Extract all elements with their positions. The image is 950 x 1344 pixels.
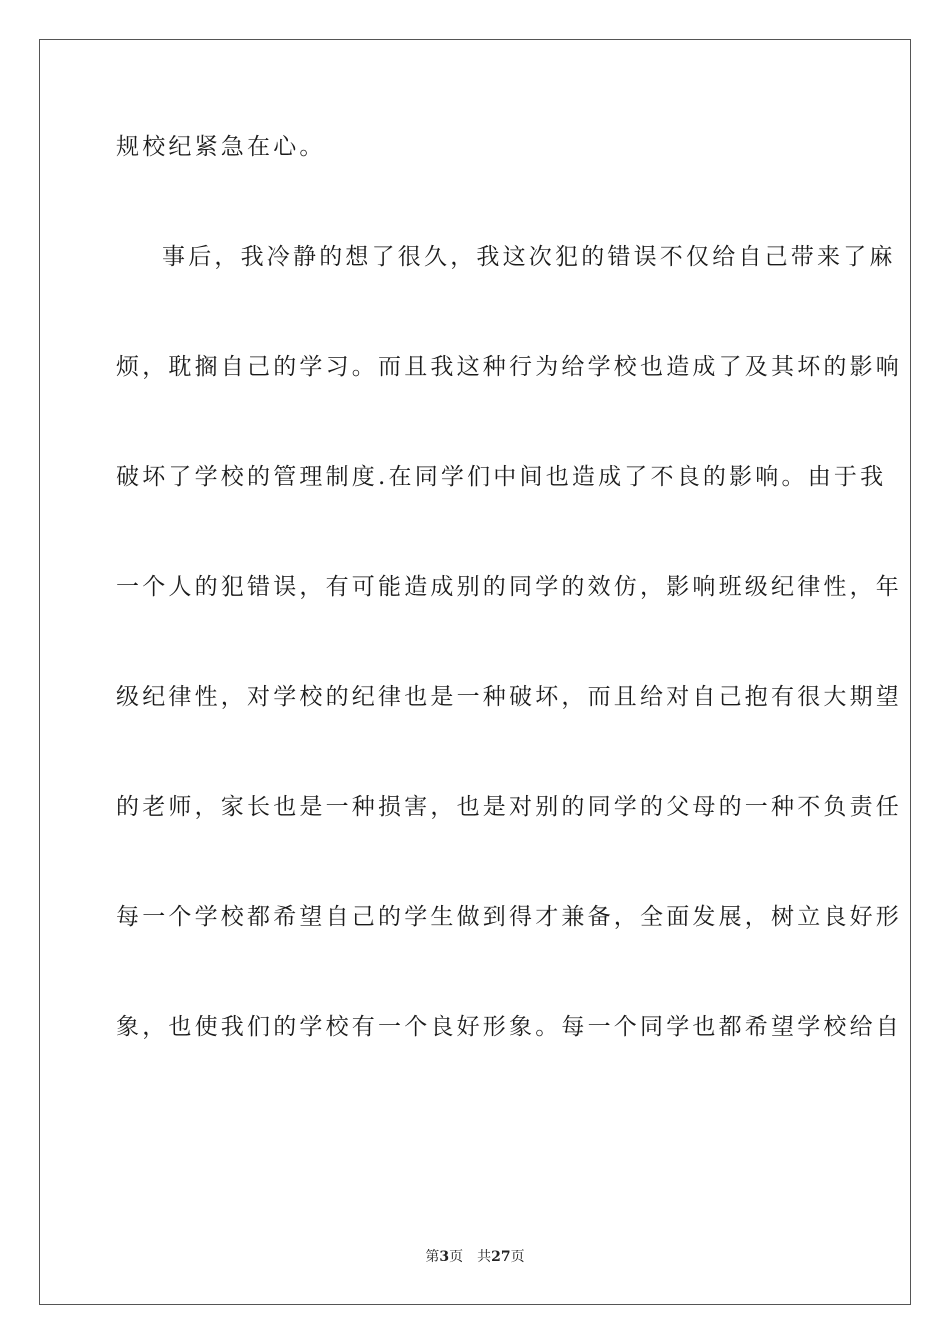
text-line-8: 每一个学校都希望自己的学生做到得才兼备，全面发展，树立良好形 <box>116 904 902 930</box>
page-footer <box>0 1246 950 1266</box>
text-line-4: 破坏了学校的管理制度.在同学们中间也造成了不良的影响。由于我 <box>116 464 887 490</box>
document-body <box>116 126 902 1048</box>
total-pages: 27 <box>491 1249 511 1265</box>
total-suffix: 页 <box>510 1249 525 1265</box>
text-line-5: 一个人的犯错误，有可能造成别的同学的效仿，影响班级纪律性，年 <box>116 574 902 600</box>
page-number: 3 <box>439 1249 450 1265</box>
text-line-9: 象，也使我们的学校有一个良好形象。每一个同学也都希望学校给自 <box>116 1014 902 1040</box>
page-suffix: 页 <box>449 1249 464 1265</box>
text-line-3: 烦，耽搁自己的学习。而且我这种行为给学校也造成了及其坏的影响 <box>116 354 902 380</box>
total-prefix: 共 <box>477 1249 492 1265</box>
text-line-6: 级纪律性，对学校的纪律也是一种破坏，而且给对自己抱有很大期望 <box>116 684 902 710</box>
text-line-2: 事后，我冷静的想了很久，我这次犯的错误不仅给自己带来了麻 <box>162 244 896 270</box>
page-prefix: 第 <box>425 1249 440 1265</box>
text-line-7: 的老师，家长也是一种损害，也是对别的同学的父母的一种不负责任 <box>116 794 902 820</box>
text-line-1: 规校纪紧急在心。 <box>116 134 326 160</box>
